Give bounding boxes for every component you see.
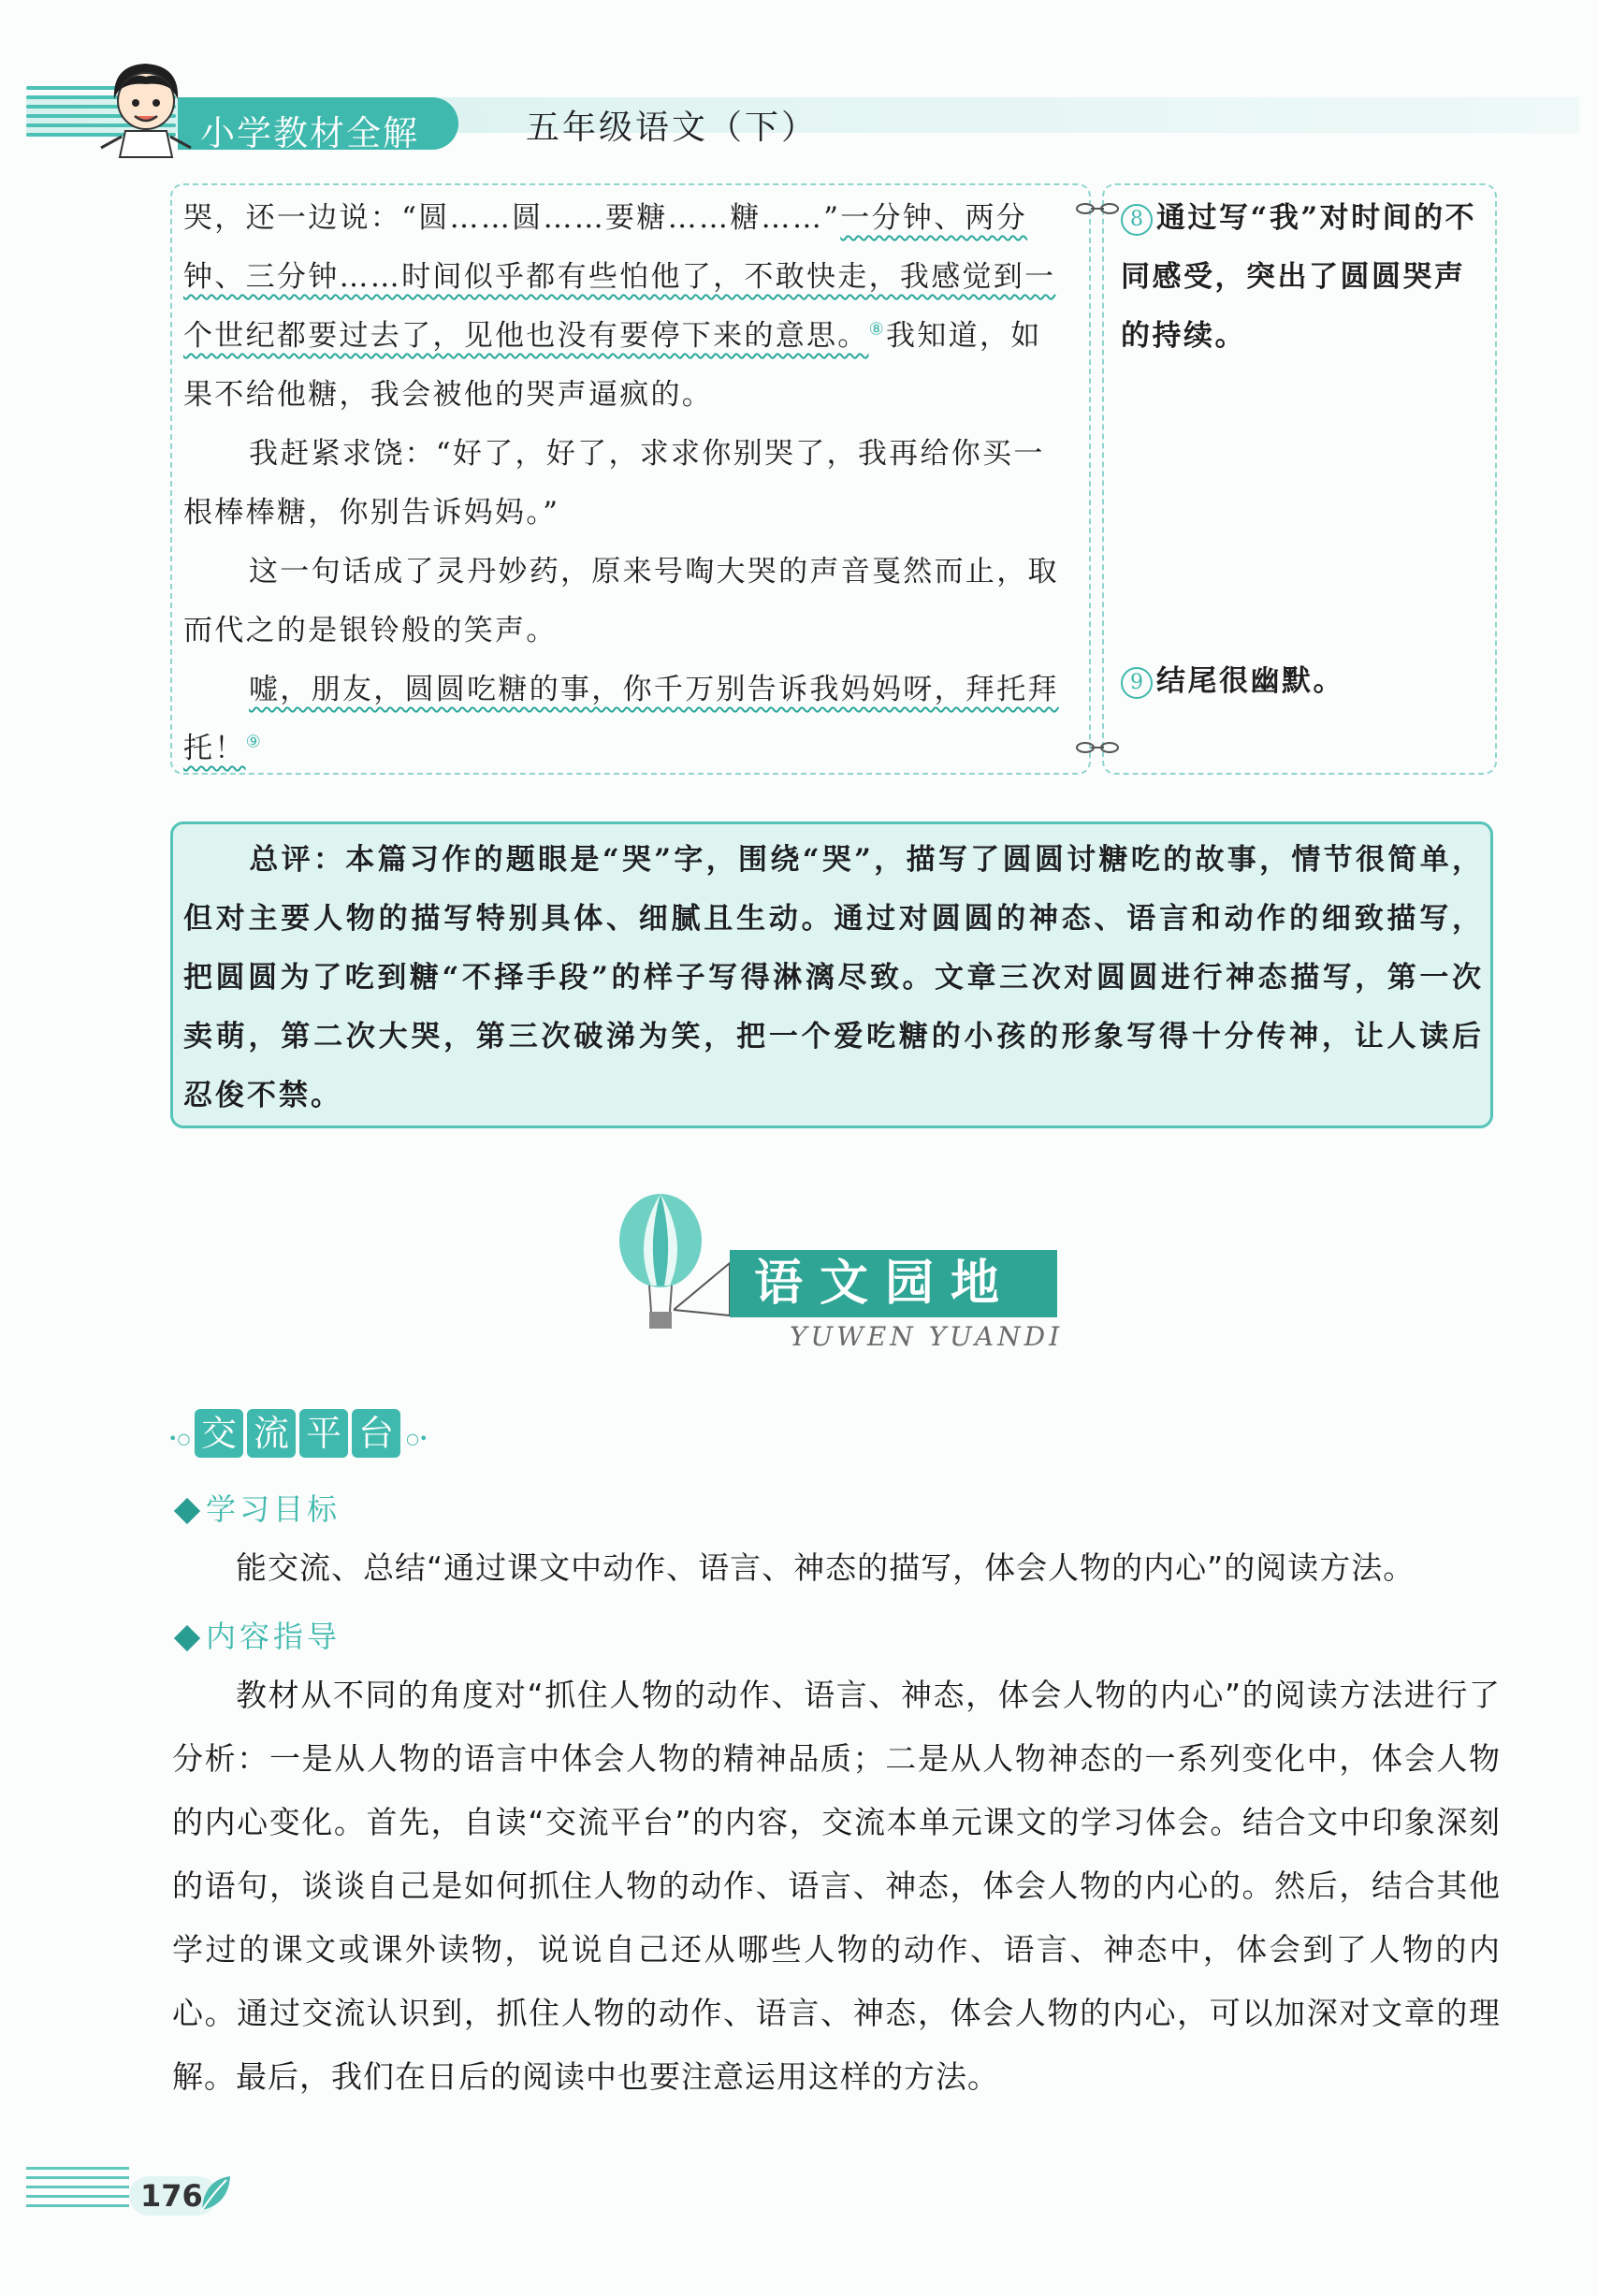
guide-paragraph: 教材从不同的角度对“抓住人物的动作、语言、神态，体会人物的内心”的阅读方法进行了分析：一是从人物的语言中体会人物的精神品质；二是从人物神态的一系列变化中，体会人物的内心变化。首先，自读“交流平台”的内容，交流本单元课文的学习体会。结合文中印象深刻的语句，谈谈自己是如何抓住人物的动作、语言、神态，体会人物的内心的。然后，结合其他学过的课文或课外读物，说说自己还从哪些人物的动作、语言、神态中，体会到了人物的内心。通过交流认识到，抓住人物的动作、语言、神态，体会人物的内心，可以加深对文章的理解。最后，我们在日后的阅读中也要注意运用这样的方法。 <box>172 1677 1501 2095</box>
story-text: 我知道，如果不给他糖，我会被他的哭声逼疯的。 <box>183 319 1042 412</box>
story-excerpt <box>183 189 1072 778</box>
story-paragraph: 这一句话成了灵丹妙药，原来号啕大哭的声音戛然而止，取而代之的是银铃般的笑声。 <box>183 555 1059 647</box>
tag-char: 流 <box>247 1409 296 1458</box>
decor-dots: •○ <box>168 1430 191 1447</box>
section-pinyin: YUWEN YUANDI <box>790 1321 1064 1352</box>
brand-title: 小学教材全解 <box>200 113 419 153</box>
boy-mascot-icon <box>94 58 196 159</box>
diamond-bullet-icon <box>174 1625 200 1651</box>
annotation-text: 结尾很幽默。 <box>1156 664 1344 698</box>
story-paragraph: 我赶紧求饶：“好了，好了，求求你别哭了，我再给你买一根棒棒糖，你别告诉妈妈。” <box>183 437 1045 530</box>
link-clip-icon <box>1074 741 1121 754</box>
circled-number-8: 8 <box>1121 204 1153 236</box>
page-number: 176 <box>140 2178 203 2214</box>
annotation-8 <box>1121 189 1486 366</box>
summary-text <box>183 831 1484 1126</box>
heading-text: 内容指导 <box>206 1619 341 1654</box>
tag-char: 交 <box>195 1409 243 1458</box>
heading-text: 学习目标 <box>206 1491 341 1527</box>
wavy-underlined-text: 三分钟……时间似乎都有些怕他了，不敢快走，我感觉到一个世纪都要过去了，见他也没有要停下来的意思。 <box>183 260 1056 353</box>
tag-char: 台 <box>352 1409 400 1458</box>
goal-text <box>172 1536 1501 1600</box>
goal-paragraph: 能交流、总结“通过课文中动作、语言、神态的描写，体会人物的内心”的阅读方法。 <box>236 1549 1416 1586</box>
footer-stripes <box>26 2167 129 2214</box>
tag-char: 平 <box>299 1409 348 1458</box>
summary-label: 总评： <box>249 843 346 877</box>
guide-text <box>172 1664 1501 2109</box>
link-clip-icon <box>1074 202 1121 215</box>
circled-number-9: 9 <box>1121 667 1153 699</box>
tag-exchange-platform <box>195 1409 400 1458</box>
wavy-underlined-text: 一分钟、两分钟、 <box>183 201 1028 294</box>
decor-dots: ○• <box>406 1430 428 1447</box>
leaf-icon <box>198 2172 234 2214</box>
note-ref-8: ⑧ <box>868 319 887 340</box>
wavy-underlined-text: 嘘，朋友，圆圆吃糖的事，你千万别告诉我妈妈呀，拜托拜托！ <box>183 673 1059 765</box>
story-text: 哭，还一边说：“圆……圆……要糖……糖……” <box>183 201 841 235</box>
heading-content-guide <box>174 1613 341 1656</box>
diamond-bullet-icon <box>174 1498 200 1524</box>
heading-learning-goal <box>174 1486 341 1529</box>
summary-body: 本篇习作的题眼是“哭”字，围绕“哭”，描写了圆圆讨糖吃的故事，情节很简单，但对主要人物的描写特别具体、细腻且生动。通过对圆圆的神态、语言和动作的细致描写，把圆圆为了吃到糖“不择手段”的样子写得淋漓尽致。文章三次对圆圆进行神态描写，第一次卖萌，第二次大哭，第三次破涕为笑，把一个爱吃糖的小孩的形象写得十分传神，让人读后忍俊不禁。 <box>183 843 1485 1112</box>
annotation-text: 通过写“我”对时间的不同感受，突出了圆圆哭声的持续。 <box>1121 201 1477 353</box>
note-ref-9: ⑨ <box>245 732 264 752</box>
section-title: 语文园地 <box>754 1256 1017 1312</box>
annotation-9 <box>1121 657 1344 699</box>
subject-title: 五年级语文（下） <box>526 109 819 147</box>
